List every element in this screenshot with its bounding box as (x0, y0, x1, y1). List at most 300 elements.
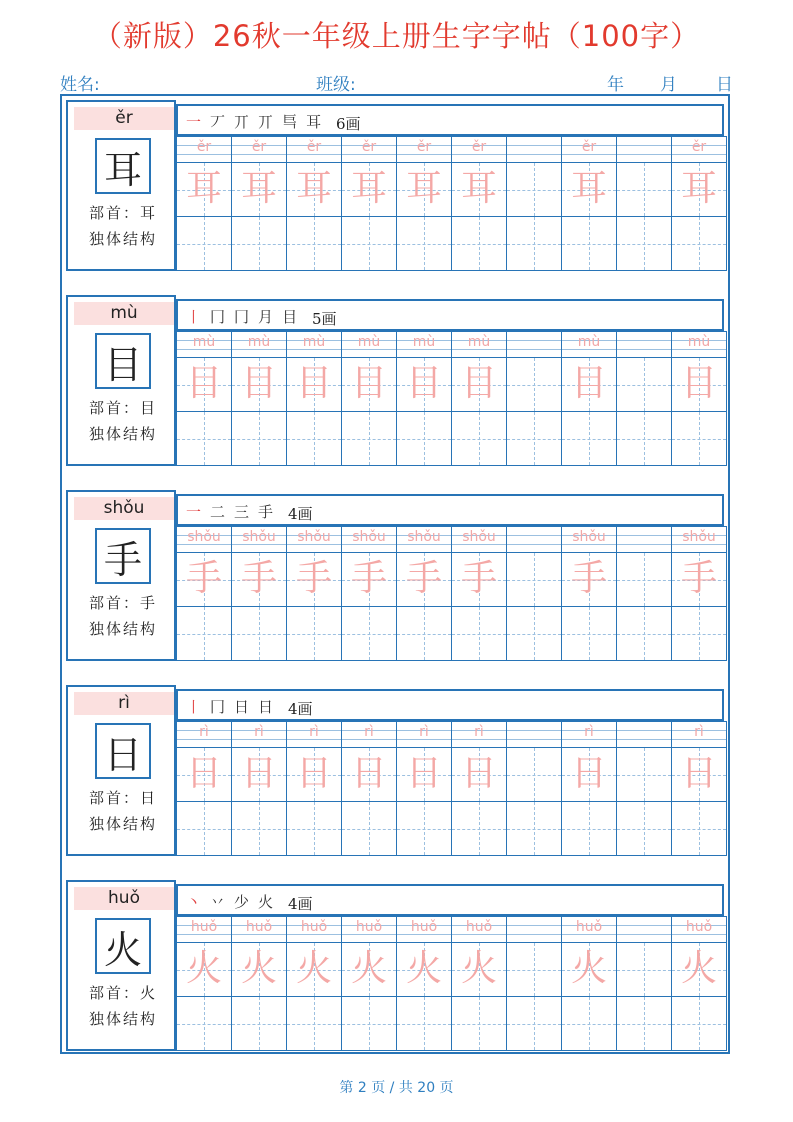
hanzi-trace-cell[interactable] (396, 942, 452, 997)
hanzi-write-cell[interactable] (671, 996, 727, 1051)
hanzi-trace-cell[interactable] (286, 162, 342, 217)
hanzi-write-cell[interactable] (561, 801, 617, 856)
hanzi-trace-cell[interactable] (451, 162, 507, 217)
hanzi-trace: 耳 (240, 168, 277, 209)
hanzi-trace-cell[interactable] (561, 552, 617, 607)
stroke-step: 三 (234, 503, 259, 521)
pinyin-trace: huǒ (190, 919, 218, 935)
hanzi-trace-cell[interactable] (396, 552, 452, 607)
stroke-step: 一 (186, 503, 211, 521)
pinyin-practice-cell[interactable] (341, 721, 397, 748)
pinyin-trace: ěr (581, 139, 597, 155)
pinyin-trace: ěr (361, 139, 377, 155)
hanzi-write-cell[interactable] (506, 606, 562, 661)
hanzi-trace-cell[interactable] (451, 357, 507, 412)
hanzi-write-cell[interactable] (286, 606, 342, 661)
hanzi-trace: 火 (240, 948, 277, 989)
hanzi-write-cell[interactable] (231, 411, 287, 466)
hanzi-trace-cell[interactable] (506, 552, 562, 607)
hanzi-write-cell[interactable] (341, 996, 397, 1051)
stroke-step: 二 (210, 503, 235, 521)
hanzi-trace: 耳 (680, 168, 717, 209)
hanzi-trace-cell[interactable] (671, 942, 727, 997)
hanzi-trace-cell[interactable] (561, 942, 617, 997)
hanzi-trace: 目 (570, 363, 607, 404)
pinyin-practice-cell[interactable] (616, 331, 672, 358)
pinyin-practice-cell[interactable] (671, 721, 727, 748)
pinyin-trace: ěr (416, 139, 432, 155)
pinyin-trace: mù (467, 334, 491, 350)
stroke-step: 少 (234, 893, 259, 911)
hanzi-trace-cell[interactable] (341, 942, 397, 997)
page-title: （新版）26秋一年级上册生字字帖（100字） (92, 19, 701, 53)
pinyin-trace: rì (309, 724, 319, 740)
hanzi-write-cell[interactable] (341, 216, 397, 271)
hanzi-trace-cell[interactable] (341, 357, 397, 412)
pinyin-practice-cell[interactable] (341, 526, 397, 553)
hanzi-write-cell[interactable] (671, 606, 727, 661)
hanzi-write-cell[interactable] (341, 606, 397, 661)
hanzi-trace: 目 (240, 363, 277, 404)
stroke-order-bar (176, 689, 724, 721)
pinyin-trace: mù (412, 334, 436, 350)
stroke-count: 4画 (288, 700, 313, 718)
pinyin-label: ěr (74, 107, 174, 130)
hanzi-trace-cell[interactable] (231, 747, 287, 802)
pinyin-practice-cell[interactable] (396, 721, 452, 748)
pinyin-practice-cell[interactable] (561, 331, 617, 358)
hanzi-write-cell[interactable] (231, 216, 287, 271)
model-character: 火 (95, 918, 151, 974)
pinyin-trace: rì (584, 724, 594, 740)
stroke-step: 火 (258, 893, 283, 911)
pinyin-label: huǒ (74, 887, 174, 910)
stroke-order-steps (186, 891, 282, 912)
pinyin-trace: mù (302, 334, 326, 350)
character-info-panel (66, 685, 176, 856)
hanzi-trace: 目 (295, 363, 332, 404)
pinyin-trace: shǒu (682, 529, 716, 545)
structure-text: 独体结构 (88, 425, 157, 443)
hanzi-write-cell[interactable] (286, 801, 342, 856)
hanzi-write-cell[interactable] (671, 801, 727, 856)
pinyin-practice-cell[interactable] (231, 916, 287, 943)
hanzi-trace: 目 (680, 363, 717, 404)
hanzi-write-cell[interactable] (341, 801, 397, 856)
hanzi-write-cell[interactable] (451, 411, 507, 466)
model-character: 手 (95, 528, 151, 584)
pinyin-practice-cell[interactable] (396, 526, 452, 553)
pinyin-label: mù (74, 302, 174, 325)
pinyin-practice-cell[interactable] (506, 136, 562, 163)
character-info-panel (66, 100, 176, 271)
hanzi-trace-cell[interactable] (176, 747, 232, 802)
pinyin-practice-cell[interactable] (286, 526, 342, 553)
pinyin-trace: rì (254, 724, 264, 740)
hanzi-trace-cell[interactable] (396, 162, 452, 217)
hanzi-trace-cell[interactable] (286, 747, 342, 802)
hanzi-write-cell[interactable] (616, 801, 672, 856)
pinyin-practice-cell[interactable] (176, 526, 232, 553)
hanzi-trace-cell[interactable] (286, 552, 342, 607)
character-info-panel (66, 295, 176, 466)
radical-text: 部首：耳 (88, 204, 157, 222)
stroke-step: 丶 (186, 893, 211, 911)
pinyin-label: rì (74, 692, 174, 715)
pinyin-trace: ěr (691, 139, 707, 155)
hanzi-trace: 日 (570, 753, 607, 794)
hanzi-trace-cell[interactable] (616, 162, 672, 217)
character-block (66, 880, 726, 1051)
stroke-count: 5画 (312, 310, 337, 328)
character-info-panel (66, 880, 176, 1051)
pinyin-trace: shǒu (242, 529, 276, 545)
pinyin-practice-cell[interactable] (671, 526, 727, 553)
pinyin-trace: ěr (306, 139, 322, 155)
pinyin-trace: huǒ (410, 919, 438, 935)
practice-grid (176, 916, 726, 1051)
hanzi-trace-cell[interactable] (341, 747, 397, 802)
pinyin-practice-cell[interactable] (671, 331, 727, 358)
hanzi-trace: 耳 (350, 168, 387, 209)
hanzi-trace: 日 (295, 753, 332, 794)
pinyin-practice-cell[interactable] (231, 136, 287, 163)
pinyin-practice-cell[interactable] (341, 916, 397, 943)
pinyin-trace: shǒu (407, 529, 441, 545)
stroke-order-steps (186, 111, 330, 132)
hanzi-trace: 手 (405, 558, 442, 599)
pinyin-label: shǒu (74, 497, 174, 520)
pinyin-practice-cell[interactable] (231, 331, 287, 358)
hanzi-trace-cell[interactable] (671, 357, 727, 412)
hanzi-trace-cell[interactable] (286, 942, 342, 997)
hanzi-trace: 火 (295, 948, 332, 989)
hanzi-trace: 目 (405, 363, 442, 404)
pinyin-trace: shǒu (462, 529, 496, 545)
stroke-step: 冂 (234, 308, 259, 326)
hanzi-trace-cell[interactable] (176, 552, 232, 607)
stroke-order-bar (176, 494, 724, 526)
stroke-step: 手 (258, 503, 283, 521)
structure-text: 独体结构 (88, 230, 157, 248)
pinyin-practice-cell[interactable] (616, 526, 672, 553)
hanzi-write-cell[interactable] (506, 216, 562, 271)
practice-grid (176, 136, 726, 271)
character-block (66, 100, 726, 271)
pinyin-trace: shǒu (297, 529, 331, 545)
hanzi-trace: 火 (350, 948, 387, 989)
hanzi-write-cell[interactable] (176, 801, 232, 856)
hanzi-write-cell[interactable] (506, 996, 562, 1051)
hanzi-write-cell[interactable] (176, 996, 232, 1051)
hanzi-write-cell[interactable] (396, 216, 452, 271)
hanzi-write-cell[interactable] (451, 801, 507, 856)
model-character: 目 (95, 333, 151, 389)
hanzi-write-cell[interactable] (341, 411, 397, 466)
stroke-step: 丷 (210, 893, 235, 911)
stroke-step: 丆 (210, 113, 235, 131)
hanzi-trace-cell[interactable] (506, 942, 562, 997)
hanzi-trace-cell[interactable] (616, 942, 672, 997)
pinyin-trace: huǒ (575, 919, 603, 935)
pinyin-trace: rì (474, 724, 484, 740)
stroke-step: 丨 (186, 698, 211, 716)
hanzi-write-cell[interactable] (451, 606, 507, 661)
hanzi-write-cell[interactable] (561, 411, 617, 466)
stroke-step: 巪 (282, 113, 307, 131)
hanzi-trace-cell[interactable] (561, 357, 617, 412)
hanzi-trace-cell[interactable] (616, 747, 672, 802)
pinyin-practice-cell[interactable] (451, 526, 507, 553)
pinyin-practice-cell[interactable] (506, 721, 562, 748)
stroke-order-steps (186, 306, 306, 327)
hanzi-trace: 火 (405, 948, 442, 989)
radical-text: 部首：目 (88, 399, 157, 417)
pinyin-trace: huǒ (300, 919, 328, 935)
hanzi-write-cell[interactable] (231, 996, 287, 1051)
hanzi-write-cell[interactable] (561, 996, 617, 1051)
pinyin-practice-cell[interactable] (341, 331, 397, 358)
pinyin-practice-cell[interactable] (341, 136, 397, 163)
hanzi-trace: 目 (460, 363, 497, 404)
hanzi-trace: 火 (680, 948, 717, 989)
hanzi-trace: 日 (460, 753, 497, 794)
hanzi-write-cell[interactable] (396, 996, 452, 1051)
hanzi-write-cell[interactable] (616, 996, 672, 1051)
pinyin-practice-cell[interactable] (506, 331, 562, 358)
character-block (66, 490, 726, 661)
stroke-step: 月 (258, 308, 283, 326)
hanzi-trace-cell[interactable] (231, 942, 287, 997)
hanzi-trace-cell[interactable] (341, 162, 397, 217)
hanzi-trace: 日 (240, 753, 277, 794)
hanzi-write-cell[interactable] (451, 216, 507, 271)
pinyin-trace: huǒ (245, 919, 273, 935)
hanzi-trace: 手 (185, 558, 222, 599)
pinyin-practice-cell[interactable] (176, 136, 232, 163)
hanzi-write-cell[interactable] (506, 411, 562, 466)
pinyin-trace: huǒ (355, 919, 383, 935)
pinyin-trace: huǒ (685, 919, 713, 935)
stroke-step: 丨 (186, 308, 211, 326)
hanzi-trace-cell[interactable] (506, 357, 562, 412)
pinyin-trace: ěr (471, 139, 487, 155)
pinyin-practice-cell[interactable] (451, 331, 507, 358)
pinyin-trace: mù (192, 334, 216, 350)
hanzi-trace: 耳 (405, 168, 442, 209)
hanzi-trace-cell[interactable] (671, 162, 727, 217)
structure-text: 独体结构 (88, 1010, 157, 1028)
stroke-step: 耳 (306, 113, 331, 131)
pinyin-trace: mù (577, 334, 601, 350)
hanzi-trace: 手 (570, 558, 607, 599)
pinyin-practice-cell[interactable] (231, 526, 287, 553)
pinyin-practice-cell[interactable] (451, 721, 507, 748)
hanzi-trace-cell[interactable] (506, 747, 562, 802)
pinyin-practice-cell[interactable] (231, 721, 287, 748)
pinyin-trace: mù (357, 334, 381, 350)
name-label: 姓名: (60, 75, 100, 95)
pinyin-practice-cell[interactable] (561, 136, 617, 163)
hanzi-trace: 手 (240, 558, 277, 599)
hanzi-write-cell[interactable] (561, 606, 617, 661)
hanzi-trace-cell[interactable] (561, 747, 617, 802)
hanzi-trace: 日 (680, 753, 717, 794)
pinyin-trace: ěr (196, 139, 212, 155)
radical-text: 部首：日 (88, 789, 157, 807)
pinyin-practice-cell[interactable] (561, 721, 617, 748)
pinyin-practice-cell[interactable] (671, 916, 727, 943)
hanzi-write-cell[interactable] (616, 411, 672, 466)
practice-grid (176, 331, 726, 466)
hanzi-trace-cell[interactable] (616, 357, 672, 412)
hanzi-trace-cell[interactable] (396, 747, 452, 802)
hanzi-trace-cell[interactable] (561, 162, 617, 217)
hanzi-write-cell[interactable] (671, 411, 727, 466)
hanzi-trace: 耳 (295, 168, 332, 209)
pinyin-trace: shǒu (352, 529, 386, 545)
pinyin-practice-cell[interactable] (561, 526, 617, 553)
character-info-panel (66, 490, 176, 661)
hanzi-trace-cell[interactable] (396, 357, 452, 412)
hanzi-trace-cell[interactable] (671, 552, 727, 607)
stroke-order-steps (186, 696, 282, 717)
pinyin-practice-cell[interactable] (176, 721, 232, 748)
hanzi-write-cell[interactable] (176, 411, 232, 466)
stroke-step: 一 (186, 113, 211, 131)
hanzi-write-cell[interactable] (231, 606, 287, 661)
stroke-step: 冂 (210, 698, 235, 716)
pinyin-trace: huǒ (465, 919, 493, 935)
hanzi-trace-cell[interactable] (451, 552, 507, 607)
structure-text: 独体结构 (88, 620, 157, 638)
hanzi-write-cell[interactable] (671, 216, 727, 271)
pinyin-trace: shǒu (187, 529, 221, 545)
practice-grid (176, 721, 726, 856)
hanzi-trace-cell[interactable] (616, 552, 672, 607)
stroke-step: 丌 (258, 113, 283, 131)
hanzi-write-cell[interactable] (396, 801, 452, 856)
hanzi-write-cell[interactable] (286, 216, 342, 271)
hanzi-trace-cell[interactable] (231, 552, 287, 607)
hanzi-trace-cell[interactable] (286, 357, 342, 412)
month-label: 月 (660, 75, 677, 95)
pinyin-practice-cell[interactable] (616, 916, 672, 943)
pinyin-trace: mù (247, 334, 271, 350)
pinyin-trace: rì (199, 724, 209, 740)
hanzi-trace: 耳 (570, 168, 607, 209)
hanzi-trace: 日 (185, 753, 222, 794)
radical-text: 部首：火 (88, 984, 157, 1002)
hanzi-write-cell[interactable] (176, 216, 232, 271)
pinyin-practice-cell[interactable] (286, 721, 342, 748)
stroke-count: 4画 (288, 895, 313, 913)
pinyin-trace: mù (687, 334, 711, 350)
day-label: 日 (716, 75, 733, 95)
pinyin-trace: rì (419, 724, 429, 740)
pinyin-practice-cell[interactable] (561, 916, 617, 943)
stroke-order-bar (176, 104, 724, 136)
structure-text: 独体结构 (88, 815, 157, 833)
hanzi-trace-cell[interactable] (671, 747, 727, 802)
hanzi-trace-cell[interactable] (176, 162, 232, 217)
hanzi-trace: 目 (185, 363, 222, 404)
year-label: 年 (607, 75, 624, 95)
pinyin-practice-cell[interactable] (396, 331, 452, 358)
pinyin-practice-cell[interactable] (176, 331, 232, 358)
pinyin-practice-cell[interactable] (616, 136, 672, 163)
pinyin-practice-cell[interactable] (396, 916, 452, 943)
pinyin-trace: rì (364, 724, 374, 740)
pinyin-practice-cell[interactable] (506, 526, 562, 553)
pinyin-practice-cell[interactable] (286, 916, 342, 943)
hanzi-write-cell[interactable] (561, 216, 617, 271)
hanzi-write-cell[interactable] (506, 801, 562, 856)
hanzi-trace: 火 (570, 948, 607, 989)
hanzi-write-cell[interactable] (176, 606, 232, 661)
hanzi-trace-cell[interactable] (176, 942, 232, 997)
stroke-step: 日 (234, 698, 259, 716)
hanzi-trace-cell[interactable] (176, 357, 232, 412)
hanzi-write-cell[interactable] (231, 801, 287, 856)
pinyin-practice-cell[interactable] (506, 916, 562, 943)
hanzi-trace: 手 (350, 558, 387, 599)
stroke-count: 6画 (336, 115, 361, 133)
stroke-order-bar (176, 884, 724, 916)
hanzi-trace: 耳 (460, 168, 497, 209)
stroke-order-bar (176, 299, 724, 331)
hanzi-trace: 手 (460, 558, 497, 599)
character-block (66, 295, 726, 466)
radical-text: 部首：手 (88, 594, 157, 612)
hanzi-write-cell[interactable] (396, 606, 452, 661)
pinyin-practice-cell[interactable] (451, 136, 507, 163)
hanzi-trace-cell[interactable] (231, 162, 287, 217)
model-character: 日 (95, 723, 151, 779)
hanzi-trace-cell[interactable] (506, 162, 562, 217)
character-block (66, 685, 726, 856)
pinyin-trace: rì (694, 724, 704, 740)
hanzi-write-cell[interactable] (396, 411, 452, 466)
pinyin-practice-cell[interactable] (176, 916, 232, 943)
hanzi-trace: 手 (295, 558, 332, 599)
hanzi-trace: 火 (185, 948, 222, 989)
pinyin-practice-cell[interactable] (616, 721, 672, 748)
stroke-step: 目 (282, 308, 307, 326)
hanzi-trace-cell[interactable] (231, 357, 287, 412)
hanzi-write-cell[interactable] (616, 216, 672, 271)
pinyin-practice-cell[interactable] (286, 331, 342, 358)
hanzi-trace: 耳 (185, 168, 222, 209)
hanzi-trace-cell[interactable] (451, 747, 507, 802)
hanzi-trace: 日 (350, 753, 387, 794)
pinyin-practice-cell[interactable] (451, 916, 507, 943)
pinyin-trace: ěr (251, 139, 267, 155)
hanzi-write-cell[interactable] (286, 996, 342, 1051)
class-label: 班级: (316, 75, 356, 95)
hanzi-write-cell[interactable] (451, 996, 507, 1051)
hanzi-trace-cell[interactable] (341, 552, 397, 607)
hanzi-trace-cell[interactable] (451, 942, 507, 997)
pinyin-practice-cell[interactable] (671, 136, 727, 163)
hanzi-write-cell[interactable] (286, 411, 342, 466)
hanzi-write-cell[interactable] (616, 606, 672, 661)
stroke-step: 丌 (234, 113, 259, 131)
pinyin-practice-cell[interactable] (396, 136, 452, 163)
pinyin-practice-cell[interactable] (286, 136, 342, 163)
hanzi-trace: 手 (680, 558, 717, 599)
pinyin-trace: shǒu (572, 529, 606, 545)
